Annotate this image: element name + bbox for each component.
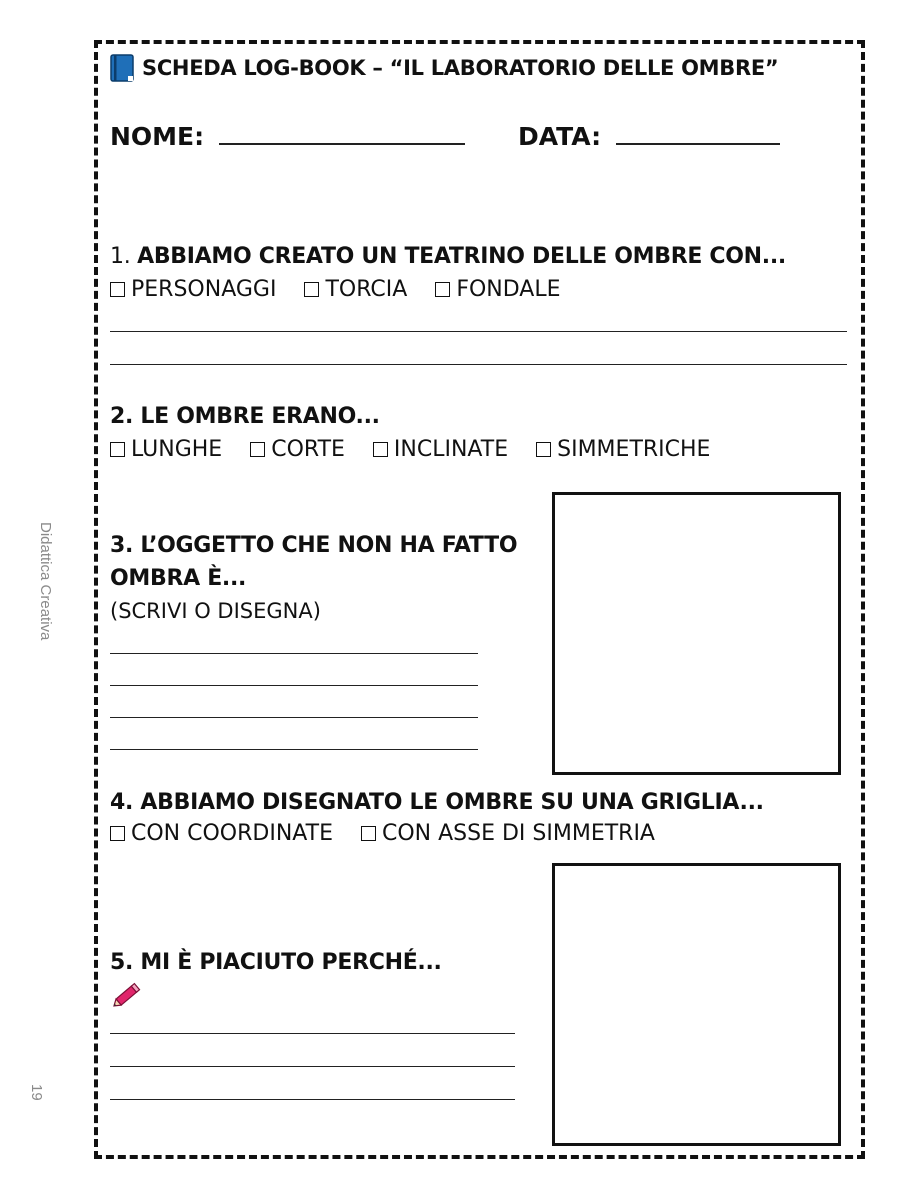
date-write-line[interactable] [616, 123, 780, 145]
worksheet-frame [94, 40, 865, 1159]
checkbox[interactable] [110, 826, 125, 841]
option-label: FONDALE [456, 277, 561, 302]
checkbox[interactable] [304, 282, 319, 297]
checkbox[interactable] [536, 442, 551, 457]
name-field[interactable] [110, 122, 465, 151]
drawing-box-5[interactable] [552, 863, 841, 1146]
date-label: DATA: [518, 122, 602, 151]
option-label: TORCIA [325, 277, 408, 302]
option-label: PERSONAGGI [131, 277, 277, 302]
pencil-icon [110, 980, 144, 1010]
checkbox[interactable] [361, 826, 376, 841]
answer-line-5c[interactable] [110, 1099, 515, 1100]
checkbox[interactable] [250, 442, 265, 457]
option-label: LUNGHE [131, 437, 223, 462]
answer-line-3b[interactable] [110, 685, 478, 686]
question-1-number: 1. [110, 244, 131, 269]
question-2-options [110, 437, 710, 462]
option-corte[interactable] [250, 437, 345, 462]
question-4-options [110, 821, 655, 846]
answer-line-1a[interactable] [110, 331, 847, 332]
checkbox[interactable] [373, 442, 388, 457]
option-con-coordinate[interactable] [110, 821, 333, 846]
worksheet-title-row [110, 54, 778, 82]
question-5-title: 5. MI È PIACIUTO PERCHÉ... [110, 950, 442, 975]
question-3-title-line1: 3. L’OGGETTO CHE NON HA FATTO [110, 533, 518, 558]
option-label: CON ASSE DI SIMMETRIA [381, 821, 655, 846]
option-lunghe[interactable] [110, 437, 222, 462]
question-2-title: 2. LE OMBRE ERANO... [110, 404, 380, 429]
checkbox[interactable] [110, 282, 125, 297]
option-inclinate[interactable] [373, 437, 508, 462]
option-label: CON COORDINATE [131, 821, 333, 846]
book-icon [110, 54, 134, 82]
side-brand-text: Didattica Creativa [37, 522, 54, 641]
page-number: 19 [28, 1084, 45, 1101]
option-fondale[interactable] [435, 277, 560, 302]
option-simmetriche[interactable] [536, 437, 710, 462]
answer-line-1b[interactable] [110, 364, 847, 365]
checkbox[interactable] [110, 442, 125, 457]
question-3-title-line2: OMBRA È... [110, 566, 247, 591]
name-label: NOME: [110, 122, 205, 151]
name-write-line[interactable] [219, 123, 465, 145]
checkbox[interactable] [435, 282, 450, 297]
date-field[interactable] [518, 122, 780, 151]
option-torcia[interactable] [304, 277, 407, 302]
question-3-note: (SCRIVI O DISEGNA) [110, 599, 321, 623]
option-con-asse-di-simmetria[interactable] [361, 821, 655, 846]
question-1-title [110, 244, 786, 269]
option-label: SIMMETRICHE [557, 437, 711, 462]
answer-line-5b[interactable] [110, 1066, 515, 1067]
question-1-text: ABBIAMO CREATO UN TEATRINO DELLE OMBRE CON... [137, 244, 786, 269]
option-label: CORTE [271, 437, 345, 462]
answer-line-3c[interactable] [110, 717, 478, 718]
drawing-box-3[interactable] [552, 492, 841, 775]
answer-line-5a[interactable] [110, 1033, 515, 1034]
option-label: INCLINATE [393, 437, 509, 462]
question-1-options [110, 277, 561, 302]
worksheet-title: SCHEDA LOG-BOOK – “IL LABORATORIO DELLE OMBRE” [142, 56, 779, 80]
question-4-title: 4. ABBIAMO DISEGNATO LE OMBRE SU UNA GRIGLIA... [110, 790, 764, 815]
option-personaggi[interactable] [110, 277, 276, 302]
answer-line-3a[interactable] [110, 653, 478, 654]
answer-line-3d[interactable] [110, 749, 478, 750]
